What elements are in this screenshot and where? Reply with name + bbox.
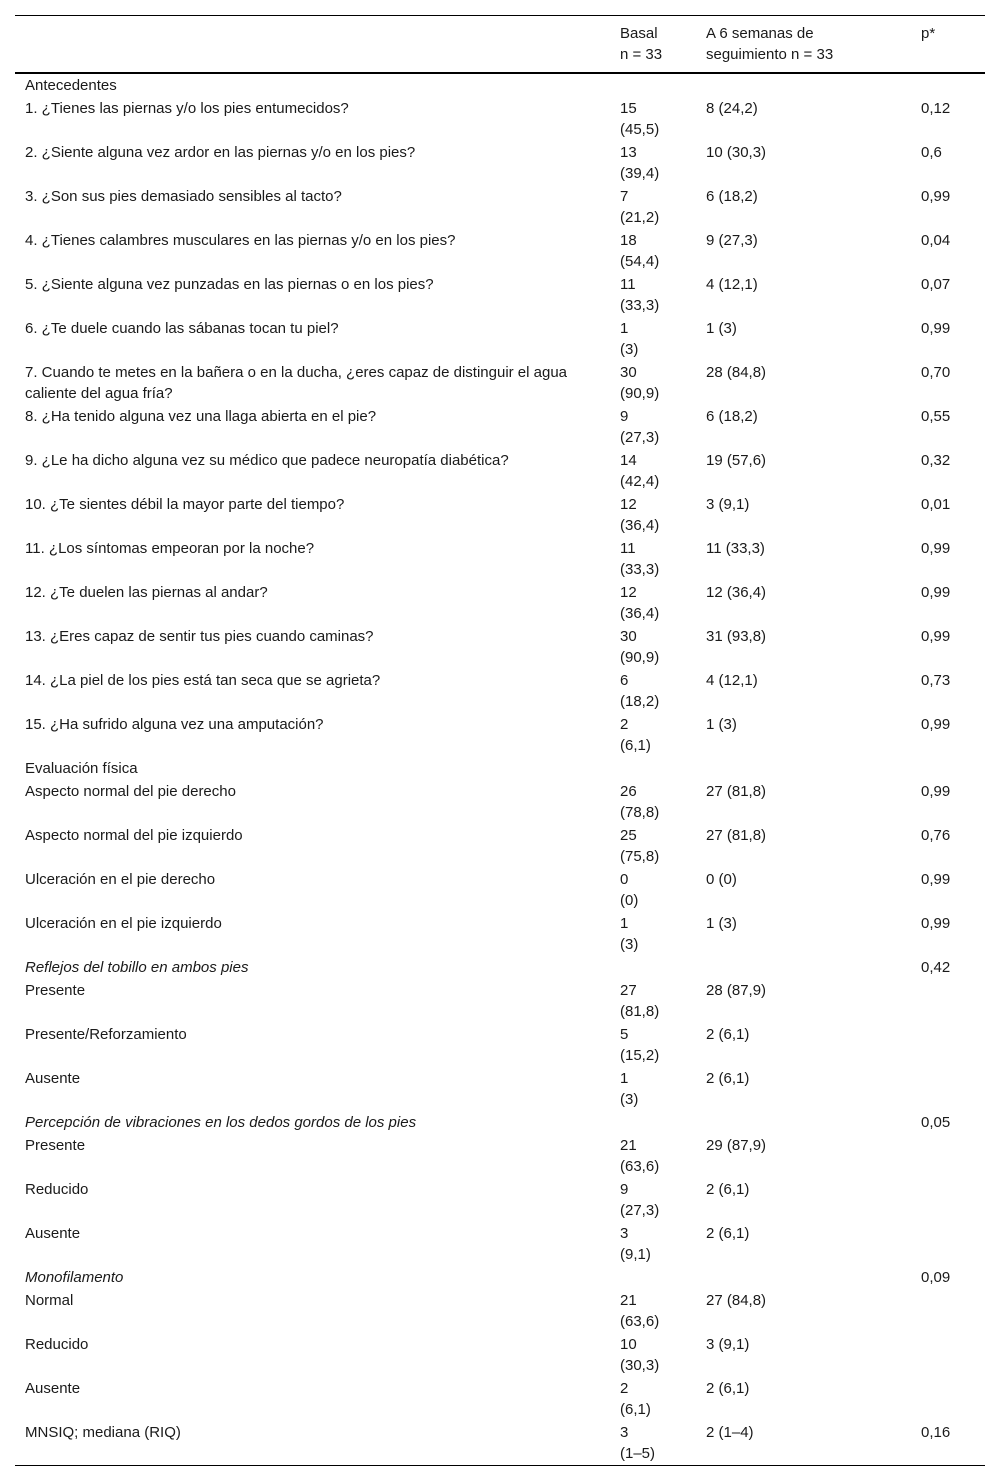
row-followup-value: 31 (93,8) [706, 628, 767, 645]
row-basal-value: 30 (90,9) [620, 364, 660, 402]
row-p-value: 0,99 [921, 915, 951, 932]
row-label: 11. ¿Los síntomas empeoran por la noche? [25, 540, 315, 557]
row-followup-value: 27 (81,8) [706, 783, 767, 800]
row-p-value: 0,99 [921, 188, 951, 205]
row-basal-value: 12 (36,4) [620, 584, 660, 622]
table-row [15, 669, 985, 713]
row-basal-value: 18 (54,4) [620, 232, 660, 270]
row-label: Aspecto normal del pie izquierdo [25, 827, 243, 844]
table-row [15, 1377, 985, 1421]
table-row [15, 1333, 985, 1377]
row-followup-value: 29 (87,9) [706, 1137, 767, 1154]
row-label: Presente [25, 1137, 86, 1154]
table-header [15, 16, 985, 74]
header-p-value: p* [921, 25, 936, 42]
row-followup-value [698, 1266, 911, 1289]
row-basal-value: 27 (81,8) [620, 982, 660, 1020]
row-basal-value: 1 (3) [620, 320, 639, 358]
row-label: Ulceración en el pie derecho [25, 871, 216, 888]
row-p-value: 0,99 [921, 628, 951, 645]
row-label: Antecedentes [25, 77, 117, 94]
row-followup-value: 11 (33,3) [706, 540, 765, 557]
header-followup [698, 16, 911, 74]
row-followup-value: 27 (81,8) [706, 827, 767, 844]
row-followup-value: 1 (3) [706, 716, 737, 733]
row-basal-value: 7 (21,2) [620, 188, 660, 226]
row-basal-value: 12 (36,4) [620, 496, 660, 534]
row-p-value: 0,70 [921, 364, 951, 381]
row-p-value [911, 1178, 985, 1222]
row-followup-value: 10 (30,3) [706, 144, 767, 161]
table-row [15, 537, 985, 581]
row-label: Aspecto normal del pie derecho [25, 783, 236, 800]
row-followup-value [698, 1111, 911, 1134]
row-label: Normal [25, 1292, 74, 1309]
row-basal-value: 2 (6,1) [620, 1380, 651, 1418]
row-basal-value: 3 (1–5) [620, 1424, 656, 1462]
row-followup-value: 8 (24,2) [706, 100, 758, 117]
table-row [15, 141, 985, 185]
row-followup-value: 12 (36,4) [706, 584, 767, 601]
row-label: Reducido [25, 1336, 89, 1353]
row-basal-value: 5 (15,2) [620, 1026, 660, 1064]
header-item [15, 16, 612, 74]
table-row [15, 1222, 985, 1266]
row-p-value: 0,99 [921, 871, 951, 888]
row-p-value: 0,05 [921, 1114, 951, 1131]
row-followup-value: 3 (9,1) [706, 496, 750, 513]
row-label: 8. ¿Ha tenido alguna vez una llaga abierta en el pie? [25, 408, 377, 425]
row-basal-value [612, 956, 698, 979]
row-p-value: 0,99 [921, 783, 951, 800]
table-row [15, 273, 985, 317]
row-label: Reflejos del tobillo en ambos pies [25, 959, 249, 976]
row-followup-value: 4 (12,1) [706, 276, 758, 293]
table-row [15, 780, 985, 824]
row-p-value: 0,09 [921, 1269, 951, 1286]
row-p-value: 0,01 [921, 496, 951, 513]
row-basal-value: 9 (27,3) [620, 1181, 660, 1219]
row-basal-value: 13 (39,4) [620, 144, 660, 182]
row-label: 15. ¿Ha sufrido alguna vez una amputación? [25, 716, 324, 733]
table-row [15, 1134, 985, 1178]
table-row [15, 979, 985, 1023]
row-label: 4. ¿Tienes calambres musculares en las piernas y/o en los pies? [25, 232, 456, 249]
table-row [15, 493, 985, 537]
row-label: Percepción de vibraciones en los dedos gordos de los pies [25, 1114, 417, 1131]
row-label: MNSIQ; mediana (RIQ) [25, 1424, 181, 1441]
row-p-value: 0,42 [921, 959, 951, 976]
header-basal-line2: n = 33 [620, 46, 663, 63]
header-row [15, 16, 985, 74]
row-basal-value: 30 (90,9) [620, 628, 660, 666]
row-label: 6. ¿Te duele cuando las sábanas tocan tu piel? [25, 320, 339, 337]
row-basal-value [612, 1266, 698, 1289]
row-label: Presente [25, 982, 86, 999]
table-row [15, 73, 985, 97]
table-row [15, 229, 985, 273]
row-p-value [911, 757, 985, 780]
row-label: 14. ¿La piel de los pies está tan seca que se agrieta? [25, 672, 381, 689]
table-row [15, 185, 985, 229]
row-p-value: 0,07 [921, 276, 951, 293]
row-label: 3. ¿Son sus pies demasiado sensibles al tacto? [25, 188, 342, 205]
row-p-value: 0,99 [921, 320, 951, 337]
row-p-value: 0,12 [921, 100, 951, 117]
row-p-value [911, 1289, 985, 1333]
row-label: 2. ¿Siente alguna vez ardor en las piernas y/o en los pies? [25, 144, 416, 161]
row-p-value: 0,16 [921, 1424, 951, 1441]
row-basal-value: 10 (30,3) [620, 1336, 660, 1374]
row-label: Reducido [25, 1181, 89, 1198]
row-p-value: 0,6 [921, 144, 942, 161]
row-basal-value: 26 (78,8) [620, 783, 660, 821]
row-followup-value: 2 (6,1) [706, 1070, 750, 1087]
row-basal-value: 0 (0) [620, 871, 639, 909]
row-label: 12. ¿Te duelen las piernas al andar? [25, 584, 268, 601]
row-p-value: 0,04 [921, 232, 951, 249]
row-label: Ausente [25, 1380, 81, 1397]
row-followup-value: 0 (0) [706, 871, 737, 888]
table-row [15, 317, 985, 361]
row-followup-value: 6 (18,2) [706, 188, 758, 205]
row-followup-value: 1 (3) [706, 915, 737, 932]
table-row [15, 449, 985, 493]
row-followup-value: 19 (57,6) [706, 452, 767, 469]
row-followup-value: 6 (18,2) [706, 408, 758, 425]
table-row [15, 361, 985, 405]
header-followup-line2: seguimiento n = 33 [706, 46, 834, 63]
table-row [15, 1421, 985, 1466]
row-p-value: 0,99 [921, 540, 951, 557]
row-label: Monofilamento [25, 1269, 124, 1286]
row-label: Presente/Reforzamiento [25, 1026, 187, 1043]
row-followup-value: 2 (1–4) [706, 1424, 754, 1441]
row-basal-value: 11 (33,3) [620, 540, 660, 578]
table-row [15, 625, 985, 669]
table-body [15, 73, 985, 1466]
row-followup-value: 2 (6,1) [706, 1380, 750, 1397]
row-p-value: 0,99 [921, 716, 951, 733]
row-basal-value: 11 (33,3) [620, 276, 660, 314]
table-row [15, 1067, 985, 1111]
row-followup-value: 2 (6,1) [706, 1026, 750, 1043]
row-label: Ausente [25, 1225, 81, 1242]
row-basal-value: 25 (75,8) [620, 827, 660, 865]
header-basal-line1: Basal [620, 25, 658, 42]
row-p-value: 0,73 [921, 672, 951, 689]
table-row [15, 1178, 985, 1222]
row-followup-value [698, 73, 911, 97]
row-p-value [911, 1134, 985, 1178]
table-row [15, 405, 985, 449]
row-basal-value [612, 1111, 698, 1134]
table-container [15, 15, 985, 1466]
row-basal-value [612, 73, 698, 97]
data-table [15, 15, 985, 1466]
header-basal [612, 16, 698, 74]
table-row [15, 97, 985, 141]
row-followup-value: 27 (84,8) [706, 1292, 767, 1309]
row-basal-value: 1 (3) [620, 915, 639, 953]
table-row [15, 713, 985, 757]
row-basal-value: 15 (45,5) [620, 100, 660, 138]
row-p-value [911, 1333, 985, 1377]
row-followup-value: 4 (12,1) [706, 672, 758, 689]
row-followup-value: 2 (6,1) [706, 1181, 750, 1198]
table-row [15, 1023, 985, 1067]
row-followup-value [698, 757, 911, 780]
table-row [15, 868, 985, 912]
row-followup-value: 28 (84,8) [706, 364, 767, 381]
table-row [15, 1266, 985, 1289]
row-followup-value [698, 956, 911, 979]
row-label: Ulceración en el pie izquierdo [25, 915, 222, 932]
header-followup-line1: A 6 semanas de [706, 25, 814, 42]
table-row [15, 757, 985, 780]
row-basal-value: 21 (63,6) [620, 1137, 660, 1175]
table-row [15, 824, 985, 868]
table-row [15, 912, 985, 956]
row-label: 13. ¿Eres capaz de sentir tus pies cuando caminas? [25, 628, 374, 645]
row-basal-value: 14 (42,4) [620, 452, 660, 490]
row-basal-value: 3 (9,1) [620, 1225, 651, 1263]
row-label: 7. Cuando te metes en la bañera o en la ducha, ¿eres capaz de distinguir el agua caliente del agua fría? [25, 364, 568, 402]
row-p-value: 0,32 [921, 452, 951, 469]
row-p-value: 0,55 [921, 408, 951, 425]
row-label: 1. ¿Tienes las piernas y/o los pies entumecidos? [25, 100, 349, 117]
row-followup-value: 3 (9,1) [706, 1336, 750, 1353]
row-p-value [911, 979, 985, 1023]
row-basal-value: 9 (27,3) [620, 408, 660, 446]
row-basal-value: 6 (18,2) [620, 672, 660, 710]
row-followup-value: 28 (87,9) [706, 982, 767, 999]
row-basal-value [612, 757, 698, 780]
row-p-value [911, 1377, 985, 1421]
row-basal-value: 1 (3) [620, 1070, 639, 1108]
row-followup-value: 1 (3) [706, 320, 737, 337]
row-followup-value: 9 (27,3) [706, 232, 758, 249]
row-basal-value: 2 (6,1) [620, 716, 651, 754]
row-label: Ausente [25, 1070, 81, 1087]
row-basal-value: 21 (63,6) [620, 1292, 660, 1330]
table-row [15, 1111, 985, 1134]
table-row [15, 581, 985, 625]
row-p-value [911, 73, 985, 97]
row-label: 10. ¿Te sientes débil la mayor parte del tiempo? [25, 496, 345, 513]
row-label: 9. ¿Le ha dicho alguna vez su médico que padece neuropatía diabética? [25, 452, 509, 469]
row-p-value: 0,76 [921, 827, 951, 844]
row-label: Evaluación física [25, 760, 138, 777]
row-followup-value: 2 (6,1) [706, 1225, 750, 1242]
row-p-value [911, 1067, 985, 1111]
table-row [15, 956, 985, 979]
row-p-value: 0,99 [921, 584, 951, 601]
row-label: 5. ¿Siente alguna vez punzadas en las piernas o en los pies? [25, 276, 434, 293]
table-row [15, 1289, 985, 1333]
row-p-value [911, 1222, 985, 1266]
row-p-value [911, 1023, 985, 1067]
